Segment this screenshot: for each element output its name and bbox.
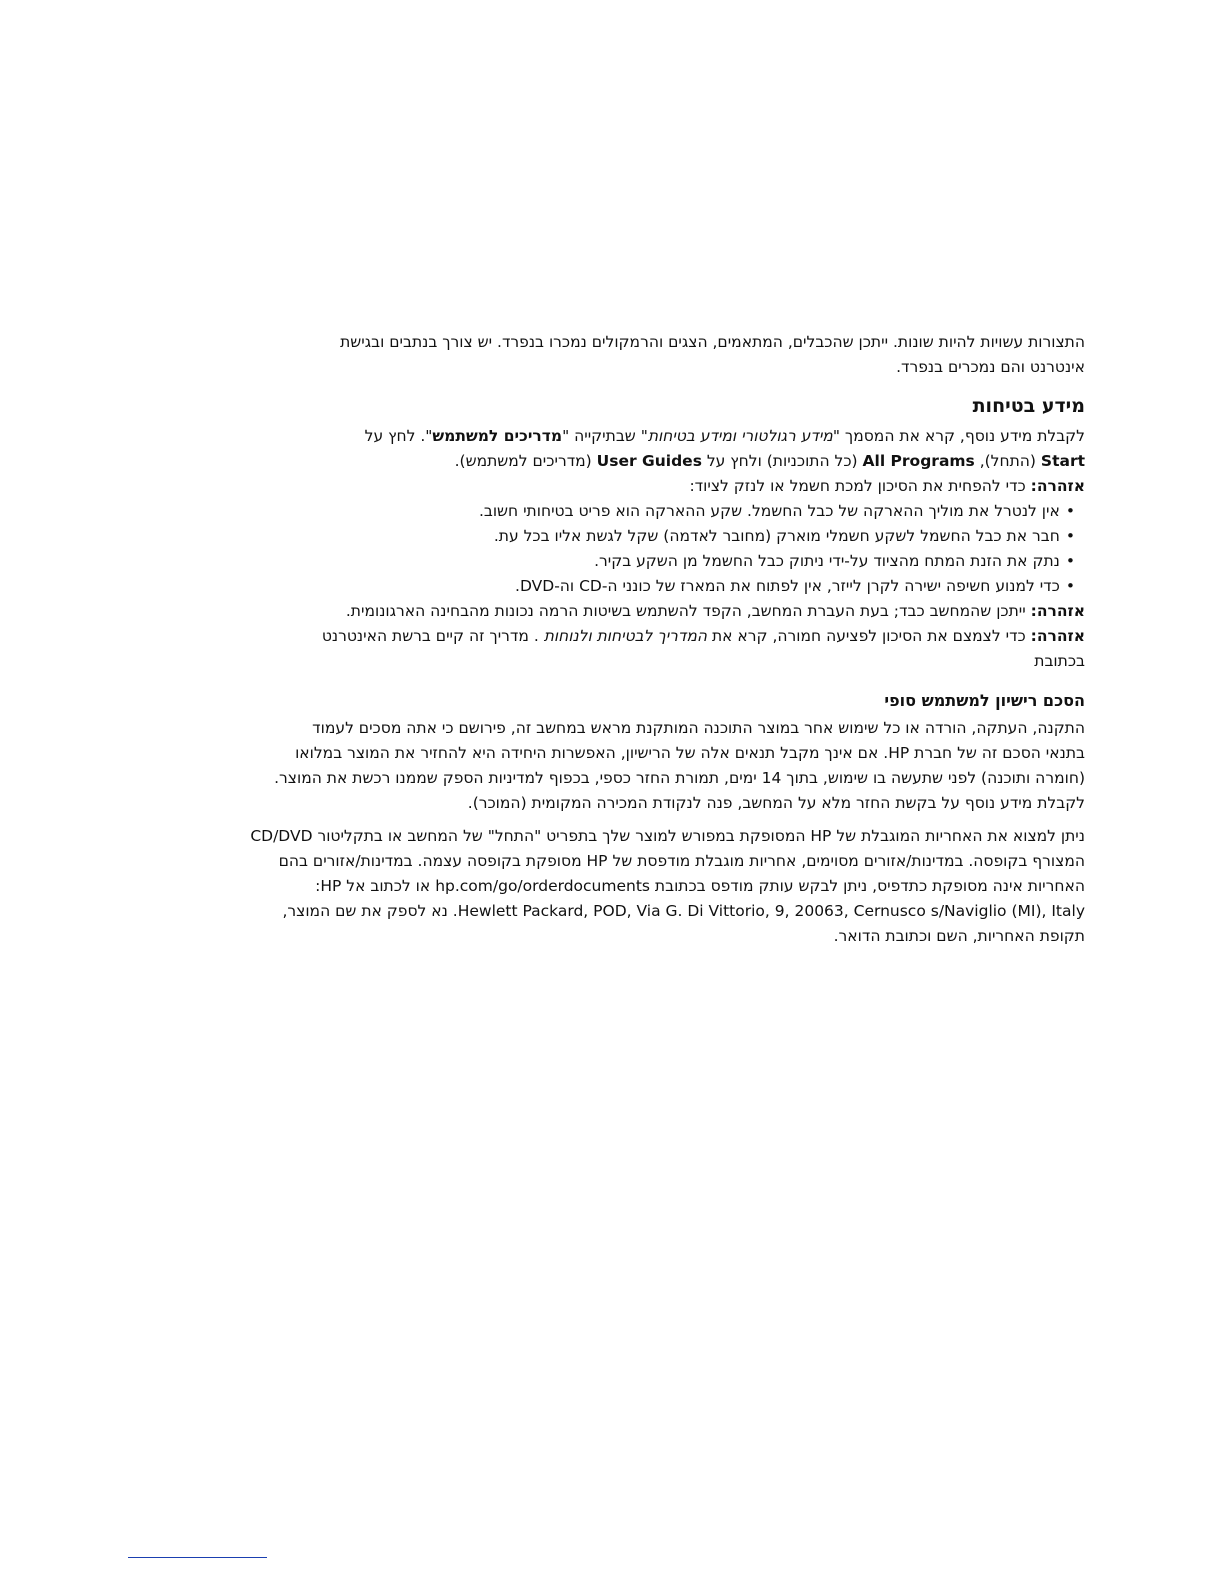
start-label: Start xyxy=(1040,452,1085,470)
list-item: • כדי למנוע חשיפה ישירה לקרן לייזר, אין לפתוח את המארז של כונני ה-CD וה-DVD. xyxy=(185,574,1085,599)
safety-text: (כל התוכניות) ולחץ על xyxy=(701,452,863,470)
warranty-line: האחריות אינה מסופקת כתדפיס, ניתן לבקש עותק מודפס בכתובת hp.com/go/orderdocuments או לכתוב אל HP: xyxy=(315,877,1085,895)
list-item: • אין לנטרל את מוליך ההארקה של כבל החשמל. שקע ההארקה הוא פריט בטיחותי חשוב. xyxy=(185,499,1085,524)
footer-rule xyxy=(128,1557,267,1558)
user-guides-label: User Guides xyxy=(596,452,702,470)
eula-paragraph xyxy=(185,716,1085,816)
safety-text: (התחל), xyxy=(974,452,1041,470)
safety-bullet-list xyxy=(185,499,1085,599)
safety-text: ". לחץ על xyxy=(364,427,433,445)
intro-line-2: אינטרנט והם נמכרים בנפרד. xyxy=(896,358,1085,376)
warning-1 xyxy=(185,474,1085,499)
warning-text: . מדריך זה קיים ברשת האינטרנט xyxy=(321,627,544,645)
regulatory-doc-title: מידע רגולטורי ומידע בטיחות xyxy=(647,427,833,445)
eula-line: לקבלת מידע נוסף על בקשת החזר מלא על המחשב, פנה לנקודת המכירה המקומית (המוכר). xyxy=(467,794,1085,812)
warning-text: ייתכן שהמחשב כבד; בעת העברת המחשב, הקפד להשתמש בשיטות הרמה נכונות מהבחינה הארגונומית. xyxy=(345,602,1031,620)
list-item: • נתק את הזנת המתח מהציוד על-ידי ניתוק כבל החשמל מן השקע בקיר. xyxy=(185,549,1085,574)
eula-line: התקנה, העתקה, הורדה או כל שימוש אחר במוצר התוכנה המותקנת מראש במחשב זה, פירושם כי אתה מסכים לעמוד xyxy=(312,719,1085,737)
warning-text: בכתובת xyxy=(1034,652,1085,670)
warranty-paragraph xyxy=(185,824,1085,949)
eula-line: בתנאי הסכם זה של חברת HP. אם אינך מקבל תנאים אלה של הרישיון, האפשרות היחידה היא להחזיר את המוצר במלואו xyxy=(295,744,1085,762)
list-item: • חבר את כבל החשמל לשקע חשמלי מוארק (מחובר לאדמה) שקל לגשת אליו בכל עת. xyxy=(185,524,1085,549)
warranty-line: Hewlett Packard, POD, Via G. Di Vittorio, 9, 20063, Cernusco s/Naviglio (MI), Italy. נא לספק את שם המוצר, xyxy=(282,902,1085,920)
safety-info-paragraph xyxy=(185,424,1085,474)
warranty-line: המצורף בקופסה. במדינות/אזורים מסוימים, אחריות מוגבלת מודפסת של HP מסופקת בקופסה עצמה. במדינות/אזורים בהם xyxy=(278,852,1085,870)
safety-heading: מידע בטיחות xyxy=(972,395,1085,417)
warning-label: אזהרה: xyxy=(1030,602,1085,620)
document-body xyxy=(185,330,1085,949)
safety-comfort-guide-title: המדריך לבטיחות ולנוחות xyxy=(543,627,708,645)
user-guides-folder: מדריכים למשתמש xyxy=(432,427,563,445)
warning-3 xyxy=(185,624,1085,674)
eula-heading: הסכם רישיון למשתמש סופי xyxy=(884,691,1085,710)
warning-label: אזהרה: xyxy=(1030,627,1085,645)
intro-paragraph xyxy=(185,330,1085,380)
warning-text: כדי לצמצם את הסיכון לפציעה חמורה, קרא את xyxy=(707,627,1031,645)
warning-2 xyxy=(185,599,1085,624)
warning-text: כדי להפחית את הסיכון למכת חשמל או לנזק לציוד: xyxy=(689,477,1031,495)
safety-text: (מדריכים למשתמש). xyxy=(454,452,597,470)
safety-text: לקבלת מידע נוסף, קרא את המסמך " xyxy=(832,427,1085,445)
warranty-line: תקופת האחריות, השם וכתובת הדואר. xyxy=(833,927,1085,945)
all-programs-label: All Programs xyxy=(862,452,975,470)
eula-line: (חומרה ותוכנה) לפני שתעשה בו שימוש, בתוך 14 ימים, תמורת החזר כספי, בכפוף למדיניות הספק שממנו רכשת את המוצר. xyxy=(274,769,1085,787)
warning-label: אזהרה: xyxy=(1030,477,1085,495)
safety-text: " שבתיקייה " xyxy=(562,427,648,445)
warranty-line: ניתן למצוא את האחריות המוגבלת של HP המסופקת במפורש למוצר שלך בתפריט "התחל" של המחשב או בתקליטור CD/DVD xyxy=(250,827,1085,845)
intro-line-1: התצורות עשויות להיות שונות. ייתכן שהכבלים, המתאמים, הצגים והרמקולים נמכרו בנפרד. יש צורך בנתבים ובגישת xyxy=(340,333,1085,351)
